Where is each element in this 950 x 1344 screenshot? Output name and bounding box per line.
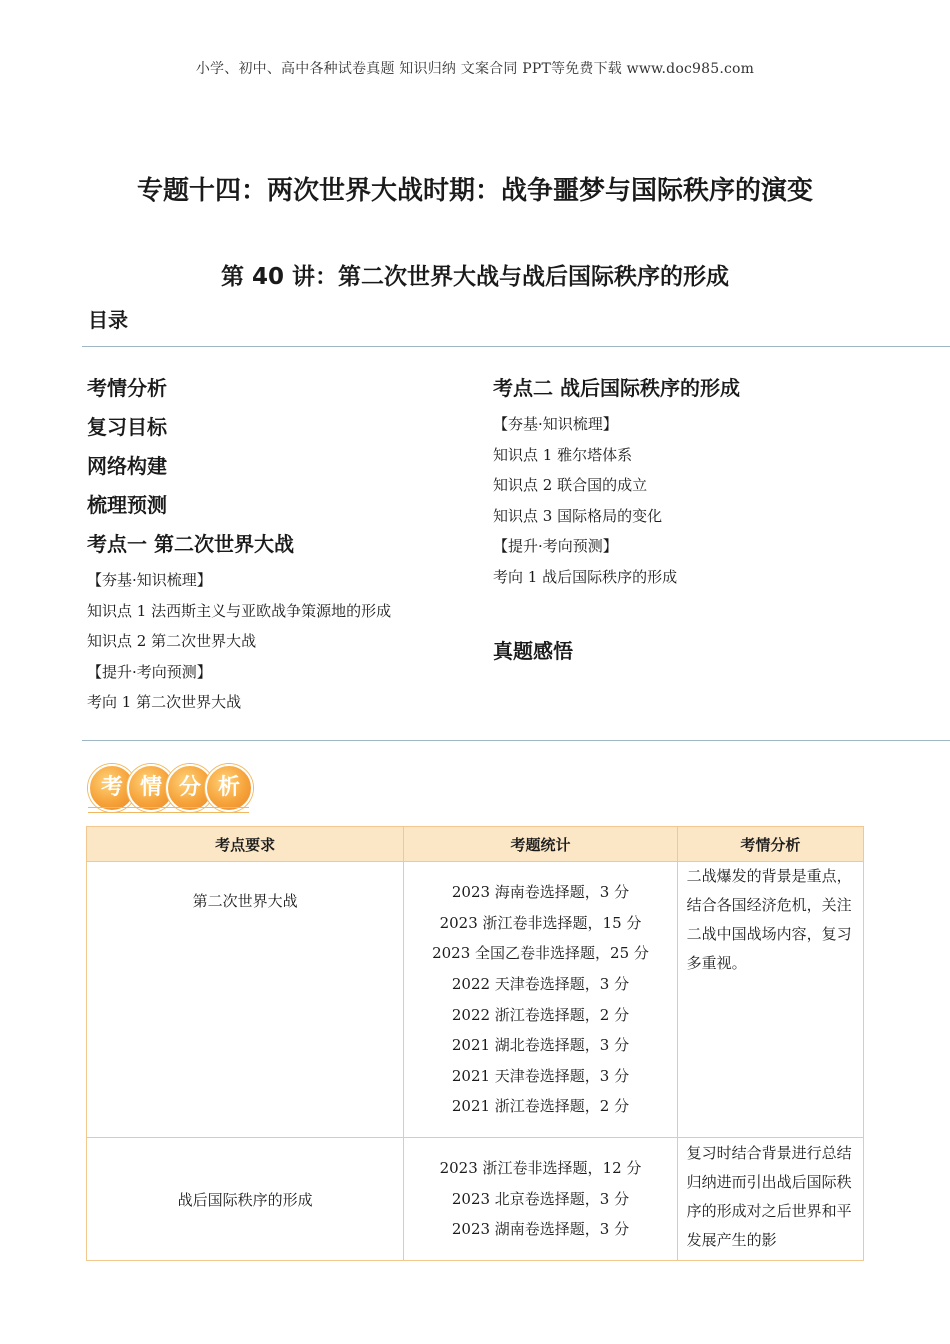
header-statistics: 考题统计 — [404, 827, 677, 862]
toc-item: 梳理预测 — [87, 493, 167, 517]
toc-item: 考点一 第二次世界大战 — [87, 532, 294, 556]
toc-item: 真题感悟 — [493, 638, 573, 663]
statistics-cell — [404, 1138, 677, 1261]
toc-spacer — [493, 593, 913, 633]
toc-heading: 目录 — [88, 308, 128, 332]
toc-item: 网络构建 — [87, 454, 167, 478]
toc-item: 【夯基·知识梳理】 — [87, 571, 212, 589]
exam-analysis-table — [86, 826, 864, 1261]
statistic-item: 2023 湖南卷选择题，3 分 — [451, 1220, 630, 1239]
page-title: 专题十四：两次世界大战时期：战争噩梦与国际秩序的演变 — [136, 176, 813, 206]
requirement-cell: 战后国际秩序的形成 — [87, 1138, 404, 1261]
statistic-item: 2023 海南卷选择题，3 分 — [451, 883, 630, 902]
badge-char: 情 — [127, 764, 175, 812]
requirement-cell: 第二次世界大战 — [87, 862, 404, 1138]
analysis-cell — [677, 862, 863, 1138]
site-header: 小学、初中、高中各种试卷真题 知识归纳 文案合同 PPT等免费下载 www.doc985.com — [195, 61, 755, 77]
statistic-item: 2021 湖北卷选择题，3 分 — [451, 1036, 630, 1055]
statistic-item: 2022 天津卷选择题，3 分 — [451, 974, 630, 993]
toc-item: 知识点 3 国际格局的变化 — [493, 506, 663, 525]
analysis-text: 二战爆发的背景是重点，结合各国经济危机，关注二战中国战场内容，复习多重视。 — [686, 867, 852, 972]
analysis-text: 复习时结合背景进行总结归纳进而引出战后国际秩序的形成对之后世界和平发展产生的影 — [686, 1144, 852, 1249]
toc-item: 考向 1 战后国际秩序的形成 — [493, 567, 678, 586]
statistics-cell — [404, 862, 677, 1138]
table-row — [87, 1138, 864, 1261]
toc-item: 知识点 1 法西斯主义与亚欧战争策源地的形成 — [87, 601, 392, 620]
statistic-item: 2022 浙江卷选择题，2 分 — [451, 1005, 630, 1024]
table-row — [87, 862, 864, 1138]
toc-item: 【提升·考向预测】 — [87, 662, 212, 681]
toc-item: 考点二 战后国际秩序的形成 — [493, 376, 740, 400]
badge-char: 分 — [166, 764, 214, 812]
statistic-item: 2023 全国乙卷非选择题，25 分 — [432, 944, 649, 963]
badge-underline — [166, 807, 210, 813]
statistics-list — [405, 1153, 675, 1245]
badge-underline — [205, 807, 249, 813]
toc-item: 复习目标 — [87, 415, 167, 439]
statistic-item: 2023 浙江卷非选择题，15 分 — [439, 913, 642, 932]
statistic-item: 2023 浙江卷非选择题，12 分 — [439, 1159, 642, 1178]
lecture-subtitle: 第 40 讲：第二次世界大战与战后国际秩序的形成 — [220, 264, 730, 290]
toc-item: 知识点 2 第二次世界大战 — [87, 632, 257, 651]
badge-underline — [127, 807, 171, 813]
toc-item: 【提升·考向预测】 — [493, 537, 618, 556]
toc-right-column — [493, 370, 913, 672]
header-requirement: 考点要求 — [87, 827, 404, 862]
toc-item: 【夯基·知识梳理】 — [493, 415, 618, 433]
analysis-cell — [677, 1138, 863, 1261]
badge-underline — [88, 807, 132, 813]
statistics-list — [405, 877, 675, 1122]
toc-top-divider — [82, 346, 950, 347]
toc-left-column — [87, 370, 467, 718]
toc-item: 知识点 2 联合国的成立 — [493, 476, 648, 495]
toc-item: 考向 1 第二次世界大战 — [87, 693, 242, 712]
statistic-item: 2023 北京卷选择题，3 分 — [451, 1189, 630, 1208]
header-analysis: 考情分析 — [677, 827, 863, 862]
badge-char: 考 — [88, 764, 136, 812]
statistic-item: 2021 天津卷选择题，3 分 — [451, 1066, 630, 1085]
toc-item: 知识点 1 雅尔塔体系 — [493, 445, 633, 464]
statistic-item: 2021 浙江卷选择题，2 分 — [451, 1097, 630, 1116]
toc-bottom-divider — [82, 740, 950, 741]
table-header-row — [87, 827, 864, 862]
toc-item: 考情分析 — [87, 376, 167, 400]
badge-char: 析 — [205, 764, 253, 812]
